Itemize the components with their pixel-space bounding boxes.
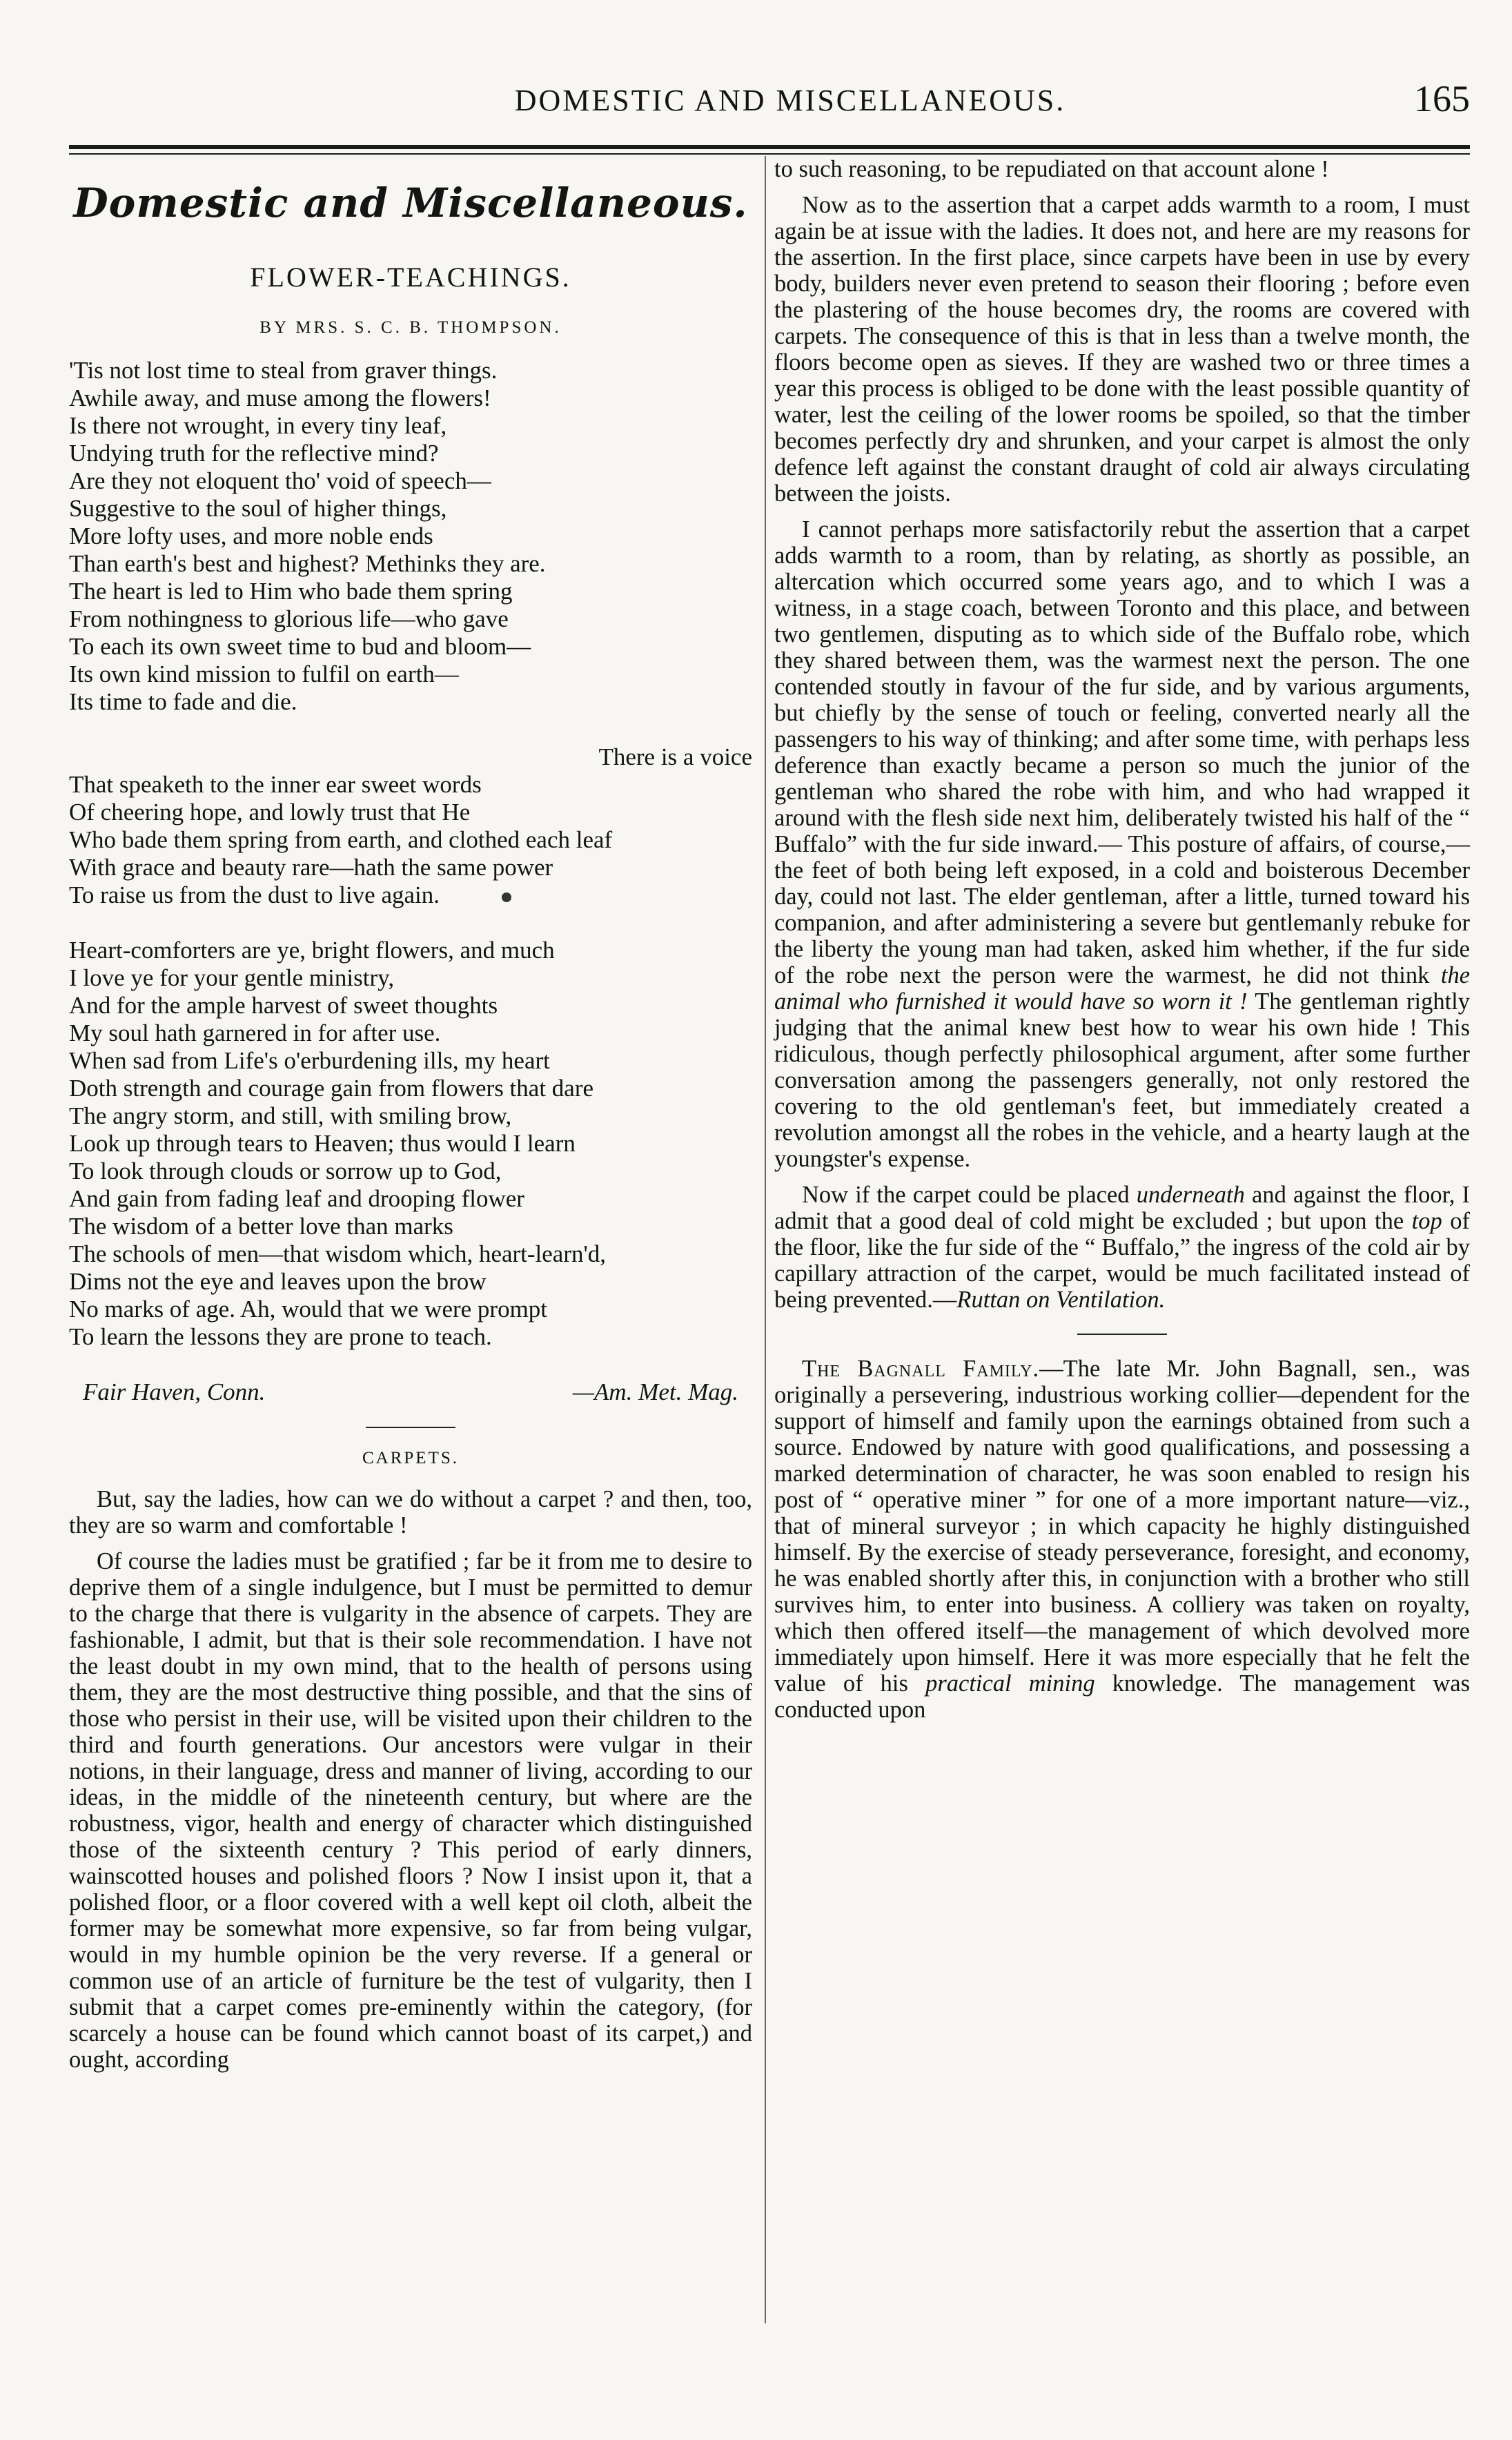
poem-line: Awhile away, and muse among the flowers! xyxy=(69,384,491,411)
paragraph-text: of the floor, like the fur side of the “ Buffalo,” the ingress of the cold air by capillary attraction of the carpet, would be much facilitated instead of being prevented.— xyxy=(774,1208,1471,1313)
carpets-paragraph-1: But, say the ladies, how can we do without a carpet ? and then, too, they are so warm and comfortable ! xyxy=(69,1486,752,1539)
carpets-paragraph-3: Now as to the assertion that a carpet adds warmth to a room, I must again be at issue with the ladies. It does not, and here are my reasons for the assertion. In the first place, since carpets have been in use by every body, builders never even pretend to season their flooring ; before even the plastering of the house becomes dry, the rooms are covered with carpets. The consequence of this is that in less than a twelve month, the floors become open as sieves. If they are washed two or three times a year this process is obliged to be done with the least possible quantity of water, lest the ceiling of the lower rooms be spoiled, so that the timber becomes perfectly dry and shrunken, and your carpet is almost the only defence left against the constant draught of cold air always circulating between the joists. xyxy=(774,192,1470,507)
carpets-paragraph-4 xyxy=(774,516,1470,1172)
italic-phrase: practical mining xyxy=(925,1670,1095,1697)
poem-line: Look up through tears to Heaven; thus would I learn xyxy=(69,1130,576,1157)
poem-line: When sad from Life's o'erburdening ills, my heart xyxy=(69,1047,550,1074)
bagnall-paragraph xyxy=(774,1356,1470,1723)
poem-stanza-2 xyxy=(69,743,752,909)
poem-line: Its time to fade and die. xyxy=(69,688,297,715)
poem-line: To raise us from the dust to live again. xyxy=(69,881,440,908)
article-source: Ruttan on Ventilation. xyxy=(956,1287,1166,1313)
carpets-paragraph-2: Of course the ladies must be gratified ; far be it from me to desire to deprive them of a single indulgence, but I must be permitted to demur to the charge that there is vulgarity in the absence of carpets. They are fashionable, I admit, but that is their sole recommendation. I have not the least doubt in my own mind, that to the health of persons using them, they are the most destructive thing possible, and that the sins of those who persist in their use, will be visited upon their children to the third and fourth generations. Our ancestors were vulgar in their notions, in their language, dress and manner of living, according to our ideas, in the middle of the nineteenth century, but where are the robustness, vigor, health and energy of character which distinguished those of the sixteenth century ? This period of early dinners, wainscotted houses and polished floors ? Now I insist upon it, that a polished floor, or a floor covered with a well kept oil cloth, albeit the former may be somewhat more expensive, so far from being vulgar, would in my humble opinion be the very reverse. If a general or common use of an article of furniture be the test of vulgarity, then I submit that a carpet comes pre-eminently within the category, (for scarcely a house can be found which cannot boast of its carpet,) and ought, according xyxy=(69,1548,752,2073)
poem-line: The angry storm, and still, with smiling brow, xyxy=(69,1102,512,1129)
right-column xyxy=(774,156,1470,1723)
italic-word: underneath xyxy=(1136,1182,1245,1208)
page-number: 165 xyxy=(1414,78,1470,119)
poem-line: Who bade them spring from earth, and clothed each leaf xyxy=(69,826,613,853)
poem-line: Are they not eloquent tho' void of speech— xyxy=(69,467,491,494)
poem-line: No marks of age. Ah, would that we were prompt xyxy=(69,1296,548,1323)
section-divider xyxy=(366,1427,455,1428)
poem-line: Dims not the eye and leaves upon the brow xyxy=(69,1268,487,1295)
poem-line: My soul hath garnered in for after use. xyxy=(69,1019,441,1046)
paragraph-text: Now if the carpet could be placed xyxy=(802,1182,1130,1208)
poem-line: 'Tis not lost time to steal from graver things. xyxy=(69,357,498,384)
poem-line: With grace and beauty rare—hath the same power xyxy=(69,854,553,881)
running-title: DOMESTIC AND MISCELLANEOUS. xyxy=(514,84,1066,117)
paragraph-text: —The late Mr. John Bagnall, sen., was originally a persevering, industrious working collier—dependent for the support of himself and family upon the earnings obtained from such a source. Endowed by nature with good qualifications, and possessing a marked determination of character, he was soon enabled to resign his post of “ operative miner ” for one of a more important nature—viz., that of mineral surveyor ; in which capacity he highly distinguished himself. By the exercise of steady perseverance, foresight, and economy, he was enabled shortly after this, in conjunction with a brother who still survives him, to enter into business. A colliery was taken on royalty, which then offered itself—the management of which devolved more immediately upon himself. Here it was more especially that he felt the value of his xyxy=(774,1356,1470,1697)
paragraph-text: knowledge. The management was conducted upon xyxy=(774,1670,1470,1723)
italic-word: top xyxy=(1411,1208,1442,1234)
paragraph-text: The gentleman rightly judging that the animal knew best how to wear his own hide ! This ridiculous, though perfectly philosophical argument, after some further conversation among the passengers generally, not only restored the covering to the old gentleman's feet, but immediately created a revolution amongst all the robes in the vehicle, and a hearty laugh at the youngster's expense. xyxy=(774,988,1470,1172)
poem-line: Suggestive to the soul of higher things, xyxy=(69,495,447,522)
poem-line: I love ye for your gentle ministry, xyxy=(69,964,395,991)
poem-line: There is a voice xyxy=(598,743,752,770)
header-rule-thick xyxy=(69,145,1470,149)
poem-line: To look through clouds or sorrow up to God, xyxy=(69,1158,502,1184)
paragraph-text: and against the floor, I admit that a good deal of cold might be excluded ; but upon the xyxy=(774,1182,1471,1234)
bagnall-heading: The Bagnall Family. xyxy=(802,1356,1040,1382)
poem-line: Of cheering hope, and lowly trust that He xyxy=(69,799,471,826)
poem-line-with-ornament xyxy=(69,881,752,909)
column-divider xyxy=(765,156,766,2323)
poem-line: Is there not wrought, in every tiny leaf, xyxy=(69,412,447,439)
ornament-icon xyxy=(502,892,511,902)
poem-line: Than earth's best and highest? Methinks they are. xyxy=(69,550,546,577)
italic-quote: the animal who furnished it would have so worn it ! xyxy=(774,962,1471,1015)
poem-stanza-3 xyxy=(69,937,752,1351)
poem-title: FLOWER-TEACHINGS. xyxy=(250,262,571,293)
poem-line: From nothingness to glorious life—who gave xyxy=(69,605,509,632)
poem-stanza-1 xyxy=(69,357,752,716)
poem-line: The heart is led to Him who bade them spring xyxy=(69,578,513,605)
poem-byline: BY MRS. S. C. B. THOMPSON. xyxy=(259,318,562,337)
poem-body xyxy=(69,357,752,1351)
poem-line: That speaketh to the inner ear sweet words xyxy=(69,771,482,798)
carpets-title: CARPETS. xyxy=(362,1449,459,1467)
poem-line: And for the ample harvest of sweet thoughts xyxy=(69,992,498,1019)
carpets-paragraph-2-continued: to such reasoning, to be repudiated on that account alone ! xyxy=(774,156,1329,182)
poem-line: Undying truth for the reflective mind? xyxy=(69,440,439,467)
poem-line: The schools of men—that wisdom which, heart-learn'd, xyxy=(69,1240,607,1267)
left-column xyxy=(69,156,752,2073)
header-rule-thin xyxy=(69,153,1470,155)
poem-source: —Am. Met. Mag. xyxy=(572,1378,738,1405)
carpets-article-right xyxy=(774,156,1470,1313)
poem-line: More lofty uses, and more noble ends xyxy=(69,523,433,549)
poem-line: Its own kind mission to fulfil on earth— xyxy=(69,661,459,687)
running-head xyxy=(69,77,1470,133)
carpets-article-left xyxy=(69,1486,752,2073)
poem-line: And gain from fading leaf and drooping flower xyxy=(69,1185,524,1212)
poem-line: To learn the lessons they are prone to teach. xyxy=(69,1323,492,1350)
poem-attribution xyxy=(83,1378,738,1406)
section-divider xyxy=(1077,1334,1167,1335)
carpets-paragraph-5 xyxy=(774,1182,1470,1313)
poem-line: To each its own sweet time to bud and bloom— xyxy=(69,633,531,660)
poem-line: Heart-comforters are ye, bright flowers, and much xyxy=(69,937,555,964)
section-heading: Domestic and Miscellaneous. xyxy=(73,179,748,226)
poem-line: The wisdom of a better love than marks xyxy=(69,1213,453,1240)
paragraph-text: I cannot perhaps more satisfactorily rebut the assertion that a carpet adds warmth to a room, than by relating, as shortly as possible, an altercation which occurred some years ago, and to which I was a witness, in a stage coach, between Toronto and this place, and between two gentlemen, disputing as to which side of the Buffalo robe, which they shared between them, was the warmest next the person. The one contended stoutly in favour of the fur side, and by various arguments, but chiefly by the sense of touch or feeling, converted nearly all the passengers to his way of thinking; and after some time, with perhaps less deference than exactly became a person so much the junior of the gentleman who shared the robe with him, and who had wrapped it around with the flesh side next him, deliberately twisted his half of the “ Buffalo” with the fur side inward.— This posture of affairs, of course,—the feet of both being left exposed, in a cold and boisterous December day, could not last. The elder gentleman, after a little, turned toward his companion, and after administering a severe but gentlemanly rebuke for the liberty the young man had taken, asked him whether, if the fur side of the robe next the person were the warmest, he did not think xyxy=(774,516,1470,988)
poem-place: Fair Haven, Conn. xyxy=(83,1378,266,1405)
poem-line: Doth strength and courage gain from flowers that dare xyxy=(69,1075,594,1102)
bagnall-article xyxy=(774,1356,1470,1723)
